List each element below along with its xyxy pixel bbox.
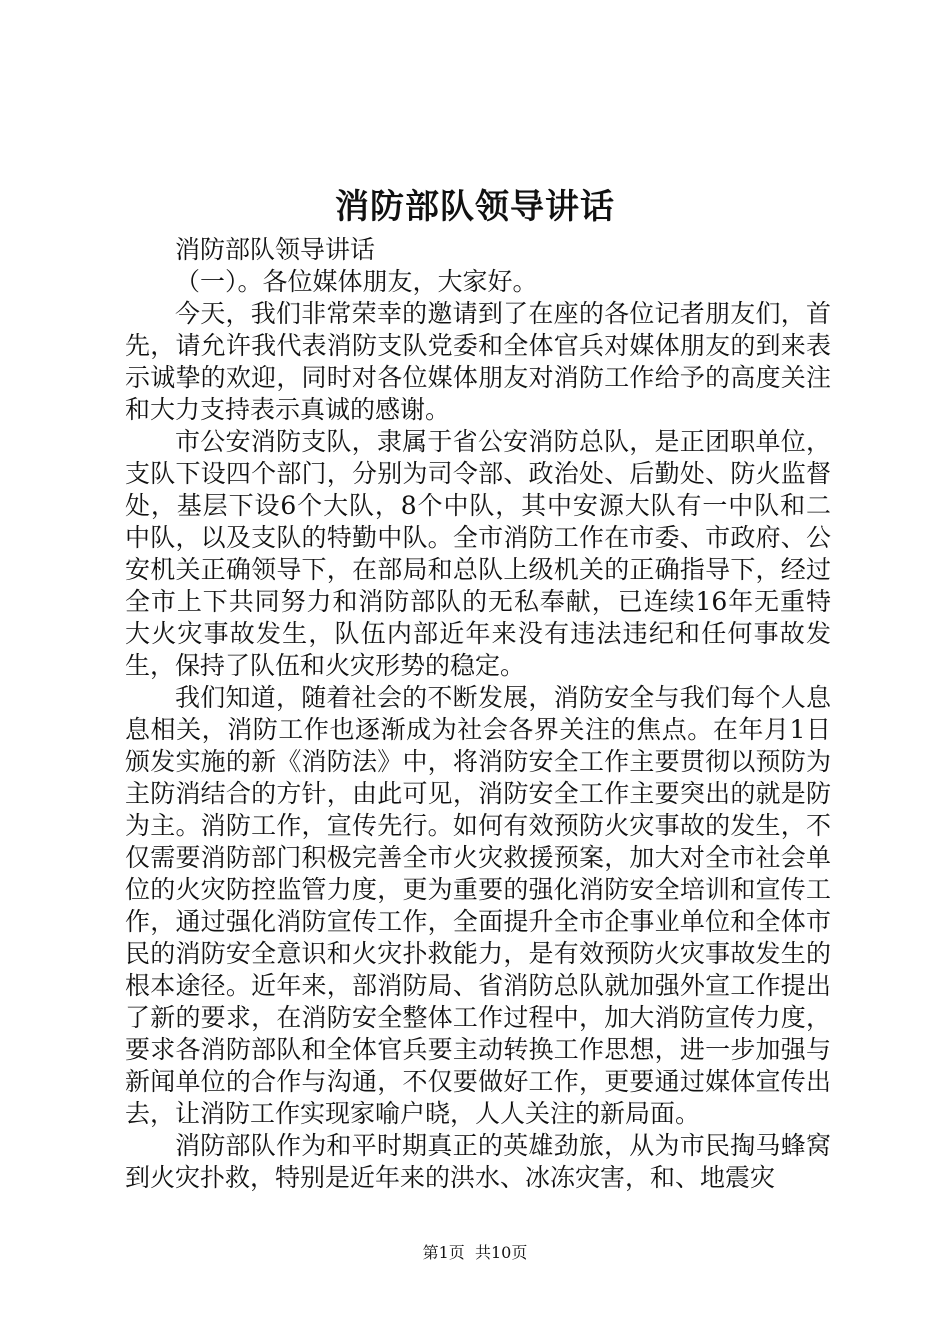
document-title: 消防部队领导讲话 <box>335 187 615 227</box>
page-number: 第1页 <box>422 1243 465 1262</box>
page-footer <box>0 1242 950 1264</box>
paragraph-heroes: 消防部队作为和平时期真正的英雄劲旅，从为市民掏马蜂窝到火灾扑救，特别是近年来的洪水、冰冻灾害，和、地震灾 <box>125 1131 831 1192</box>
paragraph-publicity: 我们知道，随着社会的不断发展，消防安全与我们每个人息息相关，消防工作也逐渐成为社会各界关注的焦点。在年月1日颁发实施的新《消防法》中，将消防安全工作主要贯彻以预防为主防消结合的方针，由此可见，消防安全工作主要突出的就是防为主。消防工作，宣传先行。如何有效预防火灾事故的发生，不仅需要消防部门积极完善全市火灾救援预案，加大对全市社会单位的火灾防控监管力度，更为重要的强化消防安全培训和宣传工作，通过强化消防宣传工作，全面提升全市企事业单位和全体市民的消防安全意识和火灾扑救能力，是有效预防火灾事故发生的根本途径。近年来，部消防局、省消防总队就加强外宣工作提出了新的要求，在消防安全整体工作过程中，加大消防宣传力度，要求各消防部队和全体官兵要主动转换工作思想，进一步加强与新闻单位的合作与沟通，不仅要做好工作，更要通过媒体宣传出去，让消防工作实现家喻户晓，人人关注的新局面。 <box>125 683 831 1128</box>
paragraph-introduction: 市公安消防支队，隶属于省公安消防总队，是正团职单位，支队下设四个部门，分别为司令部、政治处、后勤处、防火监督处，基层下设6个大队，8个中队，其中安源大队有一中队和二中队，以及支队的特勤中队。全市消防工作在市委、市政府、公安机关正确领导下，在部局和总队上级机关的正确指导下，经过全市上下共同努力和消防部队的无私奉献，已连续16年无重特大火灾事故发生，队伍内部近年来没有违法违纪和任何事故发生，保持了队伍和火灾形势的稳定。 <box>125 427 831 680</box>
paragraph-greeting: （一）。各位媒体朋友，大家好。 <box>175 267 538 296</box>
page-total: 共10页 <box>474 1243 528 1262</box>
paragraph-subtitle: 消防部队领导讲话 <box>175 235 376 264</box>
paragraph-welcome: 今天，我们非常荣幸的邀请到了在座的各位记者朋友们，首先，请允许我代表消防支队党委和全体官兵对媒体朋友的到来表示诚挚的欢迎，同时对各位媒体朋友对消防工作给予的高度关注和大力支持表示真诚的感谢。 <box>125 299 831 424</box>
document-body <box>125 234 831 1194</box>
